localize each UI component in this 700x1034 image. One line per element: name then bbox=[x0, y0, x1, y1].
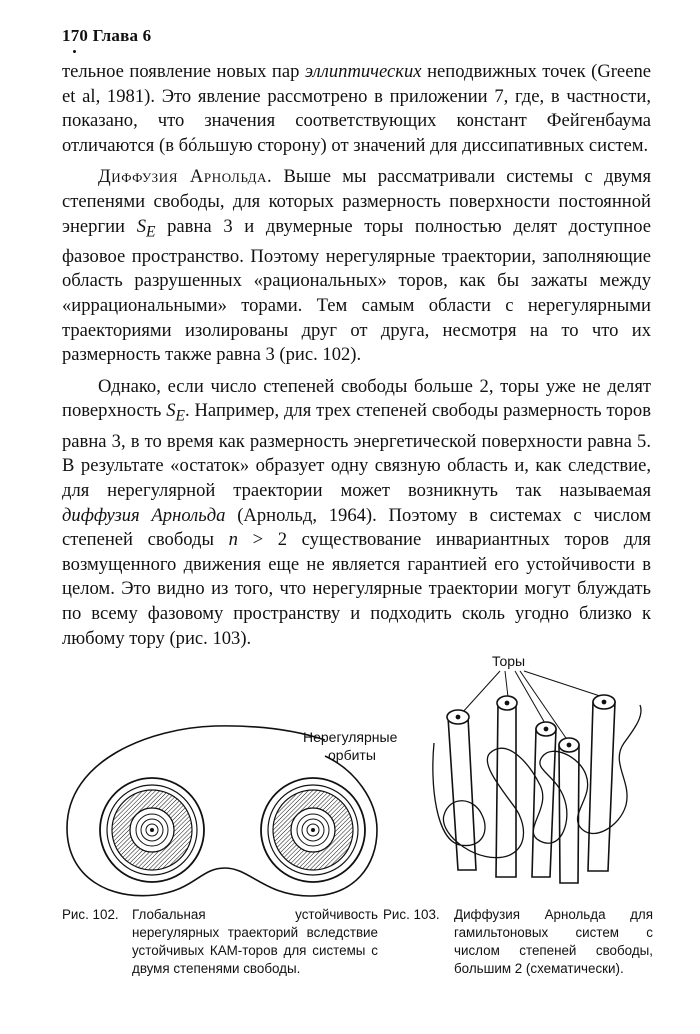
p2-subscript: E bbox=[145, 223, 156, 241]
torus-tube-5 bbox=[588, 695, 615, 871]
paragraph-2 bbox=[62, 165, 651, 367]
pointer-lines bbox=[462, 671, 603, 741]
kam-torus-right bbox=[261, 778, 365, 882]
paragraph-3 bbox=[62, 375, 651, 651]
chapter-label: Глава 6 bbox=[92, 26, 152, 45]
p3-italic: диффузия Арнольда bbox=[62, 504, 226, 526]
p1-text-a: тельное появление новых пар bbox=[62, 61, 305, 82]
caption-102-number: Рис. 102. bbox=[62, 907, 119, 922]
p3-symbol: S bbox=[166, 400, 176, 422]
label-irregular-orbits-1: Нерегулярные bbox=[303, 729, 398, 745]
caption-figure-103 bbox=[383, 906, 653, 986]
figure-102 bbox=[55, 700, 398, 905]
caption-103-number: Рис. 103. bbox=[383, 907, 440, 922]
p2-symbol: S bbox=[136, 215, 146, 237]
p3-n-symbol: n bbox=[228, 529, 238, 551]
caption-102-text: Глобальная устойчивость нерегулярных траекторий вследствие устойчивых КАМ-торов для системы с двумя степенями свободы. bbox=[132, 907, 378, 976]
p3-text-c: (Арнольд, 1964). Поэтому в системах с числом степеней свободы bbox=[62, 504, 651, 551]
label-tori: Торы bbox=[492, 653, 526, 669]
torus-tube-4 bbox=[559, 738, 579, 883]
paragraph-1 bbox=[62, 60, 651, 158]
ink-dot bbox=[73, 50, 76, 53]
label-irregular-orbits-2: орбиты bbox=[328, 747, 376, 763]
torus-tube-3 bbox=[532, 722, 556, 877]
tori-tubes bbox=[447, 695, 615, 883]
p3-text-a: Однако, если число степеней свободы больше 2, торы уже не делят поверхность bbox=[62, 375, 651, 422]
running-head bbox=[62, 26, 151, 46]
caption-103-text: Диффузия Арнольда для гамильтоновых систем с числом степеней свободы, большим 2 (схематически). bbox=[454, 907, 653, 976]
p3-text-b: . Например, для трех степеней свободы размерность торов равна 3, в то время как размерность энергетической поверхности равна 5. В результате «остаток» образует одну связную область и, как следствие, для нерегулярной траектории может возникнуть так называемая bbox=[62, 400, 652, 501]
figure-103 bbox=[420, 645, 660, 895]
p2-text-b: равна 3 и двумерные торы полностью делят доступное фазовое пространство. Поэтому нерегулярные траектории, заполняющие область разрушенных «рациональных» торов, как бы зажаты между «иррациональными» торами. Тем самым области с нерегулярными траекториями изолированы друг от друга, несмотря на то что их размерность также равна 3 (рис. 102). bbox=[62, 215, 651, 366]
p1-italic: эллиптических bbox=[304, 61, 422, 82]
caption-figure-102 bbox=[62, 906, 378, 1006]
kam-torus-left bbox=[100, 778, 204, 882]
body-text bbox=[62, 60, 651, 651]
p2-text-a: Выше мы рассматривали системы с двумя степенями свободы, для которых размерность поверхности постоянной энергии bbox=[62, 166, 652, 237]
section-heading: Диффузия Арнольда. bbox=[98, 166, 273, 188]
p3-subscript: E bbox=[175, 408, 185, 426]
page-number: 170 bbox=[62, 26, 89, 45]
p3-text-d: > 2 существование инвариантных торов для возмущенного движения еще не является гарантией его устойчивости в целом. Это видно из того, что нерегулярные траектории могут блуждать по всему фазовому пространству и подходить сколь угодно близко к любому тору (рис. 103). bbox=[62, 529, 651, 649]
p1-text-c: неподвижных точек (Greene et al, 1981). Это явление рассмотрено в приложении 7, где, в частности, показано, что значения соответствующих констант Фейгенбаума отличаются (в бóльшую сторону) от значений для диссипативных систем. bbox=[62, 61, 651, 156]
